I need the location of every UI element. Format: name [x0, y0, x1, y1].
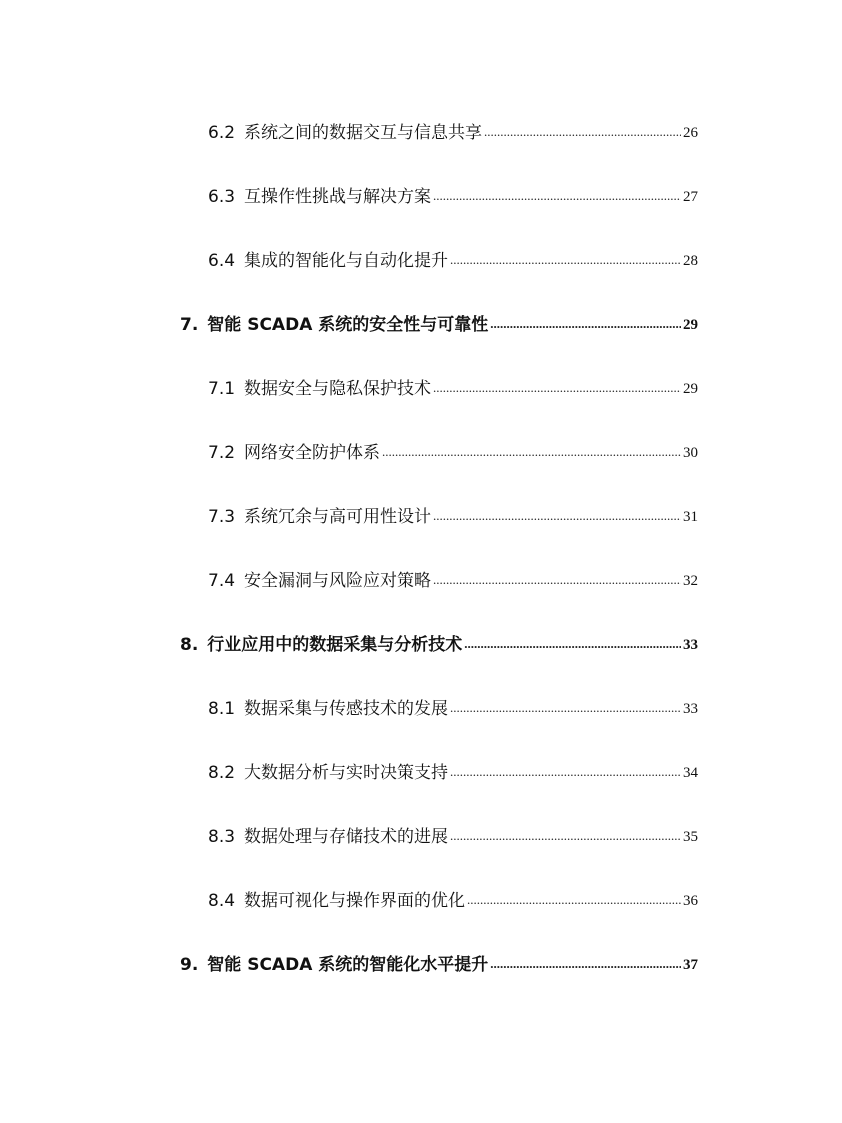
entry-title: 系统之间的数据交互与信息共享 — [244, 123, 483, 143]
toc-entry-8[interactable] — [180, 629, 698, 655]
entry-number: 7. — [180, 315, 199, 335]
dot-leader — [450, 693, 681, 719]
entry-number: 9. — [180, 955, 199, 975]
entry-title: 互操作性挑战与解决方案 — [244, 187, 432, 207]
entry-title: 智能 SCADA 系统的安全性与可靠性 — [207, 315, 489, 335]
entry-number: 8.3 — [208, 827, 236, 847]
entry-number: 7.3 — [208, 507, 236, 527]
dot-leader — [433, 373, 681, 399]
page-number: 35 — [683, 829, 698, 845]
dot-leader — [464, 629, 681, 655]
toc-entry-8-3[interactable] — [208, 821, 698, 847]
toc-entry-6-2[interactable] — [208, 117, 698, 143]
entry-title: 数据安全与隐私保护技术 — [244, 379, 432, 399]
dot-leader — [433, 501, 681, 527]
entry-number: 8.4 — [208, 891, 236, 911]
dot-leader — [467, 885, 681, 911]
entry-number: 6.3 — [208, 187, 236, 207]
entry-number: 8.2 — [208, 763, 236, 783]
page-number: 30 — [683, 445, 698, 461]
dot-leader — [484, 117, 681, 143]
entry-title: 数据采集与传感技术的发展 — [244, 699, 449, 719]
page-number: 32 — [683, 573, 698, 589]
entry-number: 6.2 — [208, 123, 236, 143]
entry-title: 行业应用中的数据采集与分析技术 — [207, 635, 463, 655]
page-number: 36 — [683, 893, 698, 909]
page-number: 29 — [683, 381, 698, 397]
entry-number: 8.1 — [208, 699, 236, 719]
entry-number: 8. — [180, 635, 199, 655]
toc-entry-7-4[interactable] — [208, 565, 698, 591]
entry-title: 数据处理与存储技术的进展 — [244, 827, 449, 847]
entry-title: 数据可视化与操作界面的优化 — [244, 891, 466, 911]
entry-title: 安全漏洞与风险应对策略 — [244, 571, 432, 591]
toc-entry-8-1[interactable] — [208, 693, 698, 719]
page-number: 29 — [683, 317, 698, 333]
entry-number: 6.4 — [208, 251, 236, 271]
toc-entry-8-4[interactable] — [208, 885, 698, 911]
page-number: 37 — [683, 957, 698, 973]
page-number: 33 — [683, 701, 698, 717]
page-number: 28 — [683, 253, 698, 269]
toc-entry-7[interactable] — [180, 309, 698, 335]
page-number: 33 — [683, 637, 698, 653]
toc-entry-9[interactable] — [180, 949, 698, 975]
entry-title: 网络安全防护体系 — [244, 443, 381, 463]
dot-leader — [450, 821, 681, 847]
toc-entry-7-3[interactable] — [208, 501, 698, 527]
page-number: 34 — [683, 765, 698, 781]
dot-leader — [450, 245, 681, 271]
entry-title: 系统冗余与高可用性设计 — [244, 507, 432, 527]
page-number: 27 — [683, 189, 698, 205]
entry-number: 7.4 — [208, 571, 236, 591]
dot-leader — [490, 949, 681, 975]
dot-leader — [382, 437, 681, 463]
dot-leader — [490, 309, 681, 335]
dot-leader — [433, 565, 681, 591]
dot-leader — [433, 181, 681, 207]
toc-entry-6-3[interactable] — [208, 181, 698, 207]
dot-leader — [450, 757, 681, 783]
toc-entry-7-1[interactable] — [208, 373, 698, 399]
entry-number: 7.1 — [208, 379, 236, 399]
entry-title: 智能 SCADA 系统的智能化水平提升 — [207, 955, 489, 975]
page-number: 31 — [683, 509, 698, 525]
entry-title: 大数据分析与实时决策支持 — [244, 763, 449, 783]
toc-entry-8-2[interactable] — [208, 757, 698, 783]
page-number: 26 — [683, 125, 698, 141]
toc-entry-6-4[interactable] — [208, 245, 698, 271]
toc-entry-7-2[interactable] — [208, 437, 698, 463]
entry-title: 集成的智能化与自动化提升 — [244, 251, 449, 271]
entry-number: 7.2 — [208, 443, 236, 463]
